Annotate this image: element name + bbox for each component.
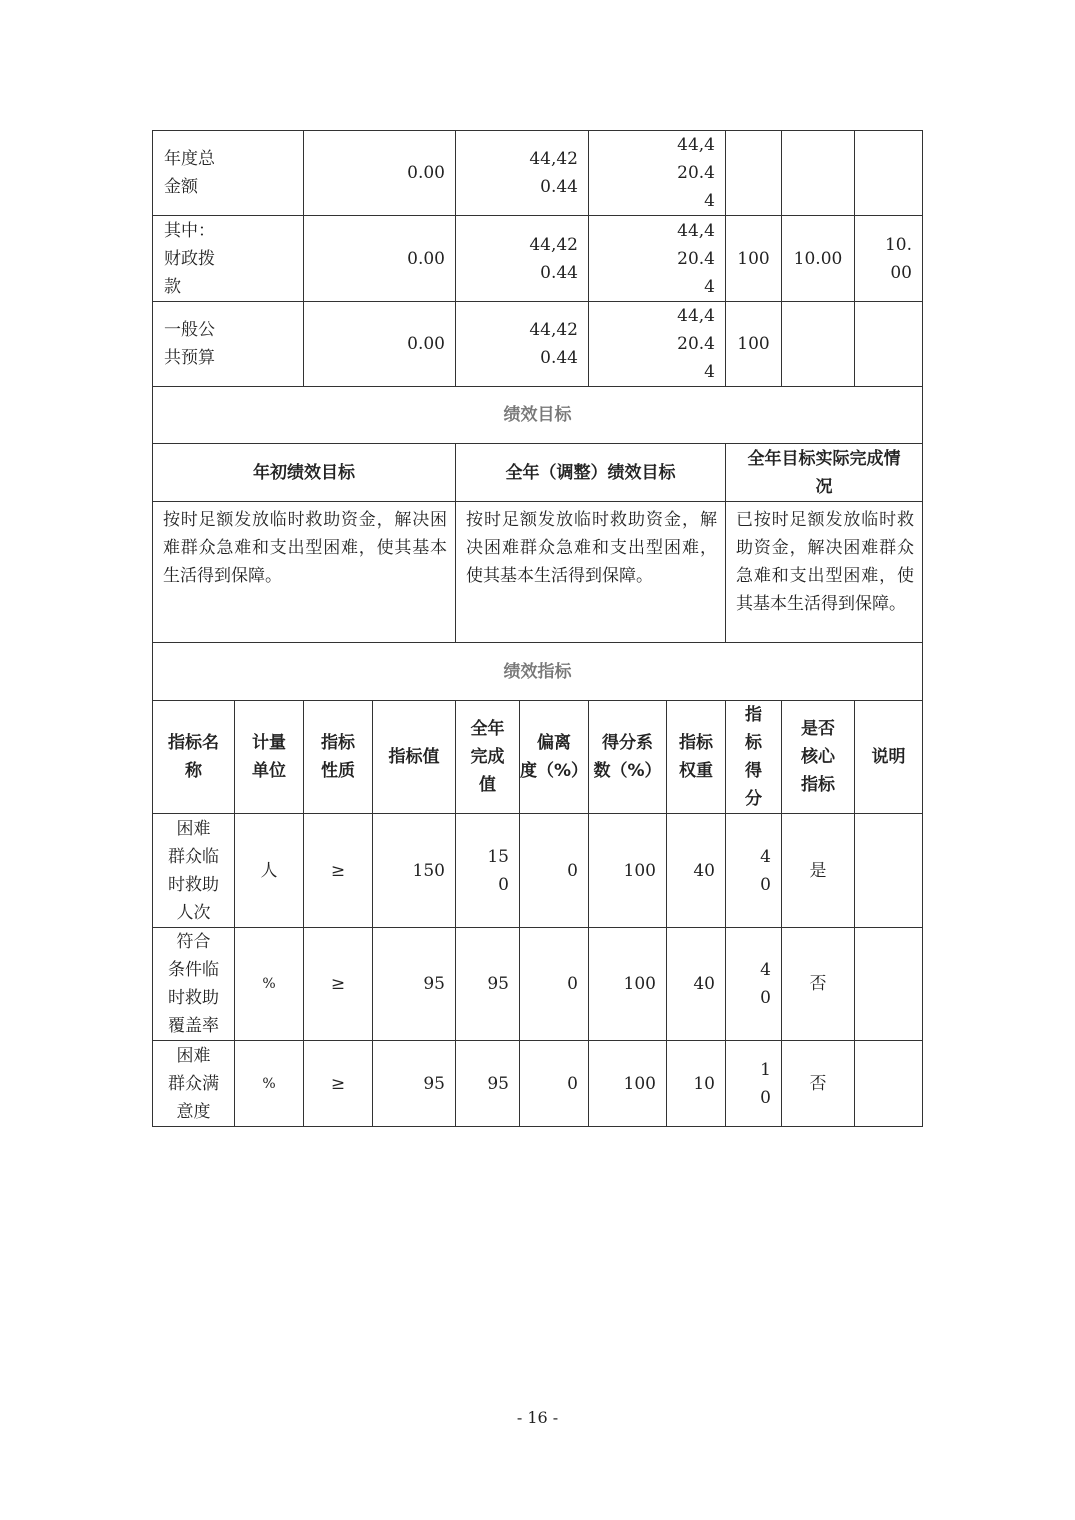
goals-text-initial: 按时足额发放临时救助资金，解决困难群众急难和支出型困难，使其基本生活得到保障。	[163, 510, 447, 586]
indicator-header-name: 指标名 称	[168, 733, 219, 781]
budget-row-label: 年度总 金额	[164, 149, 215, 197]
budget-rate	[782, 302, 854, 386]
indicator-name: 符合 条件临 时救助 覆盖率	[168, 932, 219, 1036]
indicator-weight: 40	[693, 974, 715, 994]
budget-score-weight: 100	[737, 334, 770, 354]
indicator-header-note: 说明	[871, 747, 906, 767]
indicator-header-target: 指标值	[388, 747, 440, 767]
indicator-core: 否	[809, 1073, 827, 1094]
indicator-deviation: 0	[567, 860, 578, 881]
indicator-name: 困难 群众满 意度	[168, 1045, 219, 1122]
page-number: - 16 -	[516, 1408, 559, 1427]
indicator-note	[855, 928, 922, 1040]
indicator-header-weight: 指标 权重	[679, 733, 713, 781]
budget-row-label: 其中： 财政拨 款	[164, 221, 215, 297]
budget-score: 10. 00	[884, 234, 912, 283]
budget-adjusted: 44,42 0.44	[529, 320, 578, 368]
budget-adjusted: 44,42 0.44	[529, 234, 578, 283]
indicator-weight: 10	[693, 1073, 715, 1094]
budget-row-label: 一般公 共预算	[164, 320, 215, 368]
indicator-coefficient: 100	[623, 860, 656, 881]
indicator-header-nature: 指标 性质	[321, 733, 355, 781]
indicator-target: 95	[423, 1073, 445, 1094]
indicator-nature: ≥	[330, 860, 346, 881]
indicators-section-title: 绩效指标	[503, 661, 572, 682]
indicator-nature: ≥	[330, 1073, 346, 1094]
indicator-unit: 人	[260, 860, 278, 881]
indicator-weight: 40	[693, 860, 715, 881]
indicator-unit: %	[262, 1075, 276, 1092]
budget-initial: 0.00	[407, 248, 445, 269]
budget-score	[855, 131, 922, 215]
indicator-header-actual: 全年 完成 值	[470, 719, 505, 795]
indicator-note	[855, 814, 922, 927]
budget-score-weight: 100	[737, 248, 770, 269]
indicator-core: 是	[809, 860, 827, 881]
budget-executed: 44,4 20.4 4	[677, 306, 715, 382]
indicator-target: 95	[423, 974, 445, 994]
budget-rate: 10.00	[793, 248, 843, 269]
indicator-header-coefficient: 得分系 数（%）	[593, 733, 662, 781]
budget-rate	[782, 131, 854, 215]
indicator-nature: ≥	[330, 974, 346, 994]
indicator-score: 1 0	[760, 1059, 771, 1108]
indicator-actual: 15 0	[487, 846, 509, 895]
indicator-deviation: 0	[567, 974, 578, 994]
indicator-actual: 95	[487, 974, 509, 994]
budget-initial: 0.00	[407, 163, 445, 183]
budget-score	[855, 302, 922, 386]
indicator-coefficient: 100	[623, 974, 656, 994]
budget-executed: 44,4 20.4 4	[677, 135, 715, 211]
indicator-target: 150	[412, 860, 445, 881]
indicator-actual: 95	[487, 1073, 509, 1094]
indicator-score: 4 0	[760, 846, 771, 895]
indicator-header-core: 是否 核心 指标	[801, 719, 835, 795]
indicator-name: 困难 群众临 时救助 人次	[168, 818, 219, 923]
indicator-deviation: 0	[567, 1073, 578, 1094]
goals-section-title: 绩效目标	[503, 405, 572, 425]
budget-score-weight	[726, 131, 781, 215]
budget-adjusted: 44,42 0.44	[529, 149, 578, 197]
indicator-note	[855, 1041, 922, 1126]
indicator-header-deviation: 偏离 度（%）	[520, 733, 589, 781]
indicator-coefficient: 100	[623, 1073, 656, 1094]
indicator-score: 4 0	[760, 960, 771, 1008]
goals-text-adjusted: 按时足额发放临时救助资金，解决困难群众急难和支出型困难，使其基本生活得到保障。	[466, 510, 717, 586]
budget-executed: 44,4 20.4 4	[677, 220, 715, 297]
goals-header-initial: 年初绩效目标	[253, 462, 355, 483]
budget-initial: 0.00	[407, 334, 445, 354]
indicator-core: 否	[809, 974, 827, 994]
goals-text-actual: 已按时足额发放临时救助资金，解决困难群众急难和支出型困难，使其基本生活得到保障。	[736, 510, 914, 614]
goals-header-adjusted: 全年（调整）绩效目标	[505, 462, 676, 483]
indicator-header-unit: 计量 单位	[252, 733, 286, 781]
goals-header-actual: 全年目标实际完成情 况	[747, 448, 901, 497]
indicator-header-score: 指 标 得 分	[745, 705, 762, 809]
indicator-unit: %	[262, 976, 276, 992]
